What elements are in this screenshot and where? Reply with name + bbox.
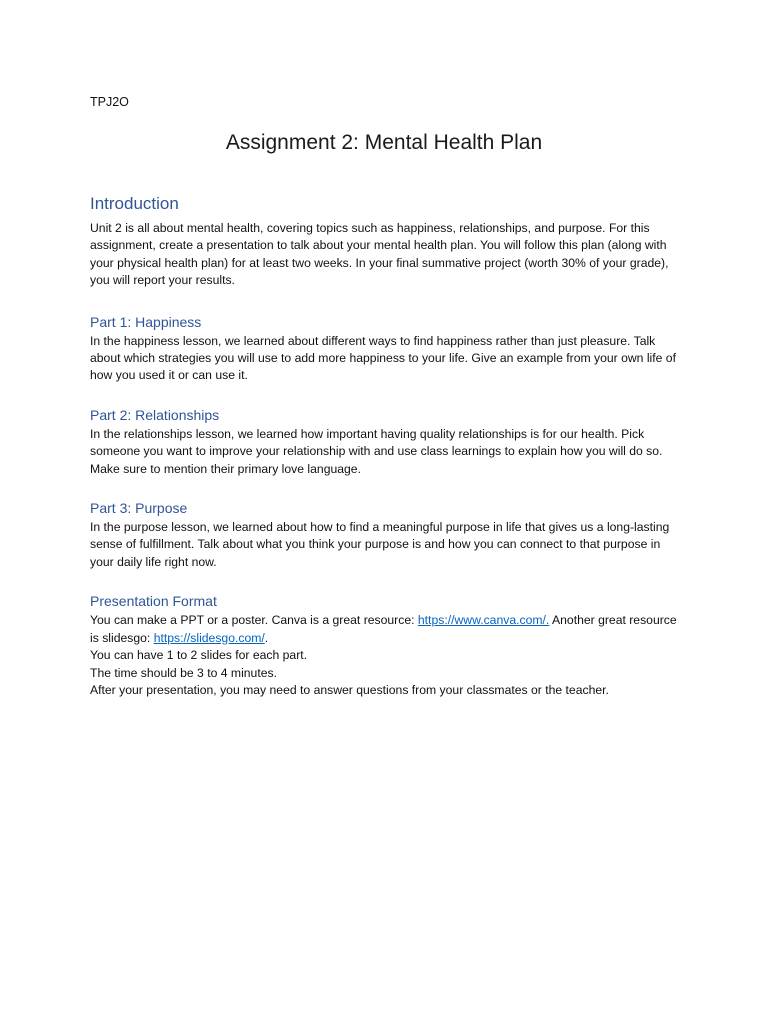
part-3-section <box>90 498 680 571</box>
presentation-format-heading: Presentation Format <box>90 593 217 610</box>
introduction-text: Unit 2 is all about mental health, covering topics such as happiness, relationships, and purpose. For this assignment, create a presentation to talk about your mental health plan. You will follow this plan (along with your physical health plan) for at least two weeks. In your final summative project (worth 30% of your grade), you will report your results. <box>90 221 669 288</box>
part-1-heading: Part 1: Happiness <box>90 313 202 330</box>
slidesgo-link[interactable]: https://slidesgo.com/ <box>153 630 265 645</box>
part-1-text: In the happiness lesson, we learned about different ways to find happiness rather than just pleasure. Talk about which strategies you will use to add more happiness to your life. Give an example from your own life of how you used it or can use it. <box>90 333 676 383</box>
part-3-heading: Part 3: Purpose <box>90 500 188 517</box>
part-1-section <box>90 312 680 385</box>
presentation-format-line-4: After your presentation, you may need to answer questions from your classmates or the teacher. <box>90 682 609 697</box>
document-body <box>90 192 680 719</box>
page-title: Assignment 2: Mental Health Plan <box>225 131 543 154</box>
course-code: TPJ2O <box>90 95 129 109</box>
presentation-format-line-2: You can have 1 to 2 slides for each part. <box>90 648 308 663</box>
line-1-suffix: . <box>264 630 269 645</box>
line-1-middle: Another great resource is slidesgo: <box>90 613 677 645</box>
part-3-text: In the purpose lesson, we learned about how to find a meaningful purpose in life that gives us a long-lasting sense of fulfillment. Talk about what you think your purpose is and how you can connect to that purpose in your daily life right now. <box>90 520 670 569</box>
part-2-section <box>90 405 680 478</box>
presentation-format-line-3: The time should be 3 to 4 minutes. <box>90 665 277 680</box>
introduction-section <box>90 192 680 290</box>
part-2-text: In the relationships lesson, we learned how important having quality relationships is for our health. Pick someone you want to improve your relationship with and use class learnings to explain how you will do so. Make sure to mention their primary love language. <box>90 426 663 476</box>
canva-link[interactable]: https://www.canva.com/. <box>417 613 550 628</box>
introduction-heading: Introduction <box>90 194 179 213</box>
part-2-heading: Part 2: Relationships <box>90 406 220 423</box>
presentation-format-section <box>90 591 680 699</box>
line-1-prefix: You can make a PPT or a poster. Canva is a great resource: <box>90 613 418 628</box>
presentation-format-line-1 <box>90 612 680 647</box>
